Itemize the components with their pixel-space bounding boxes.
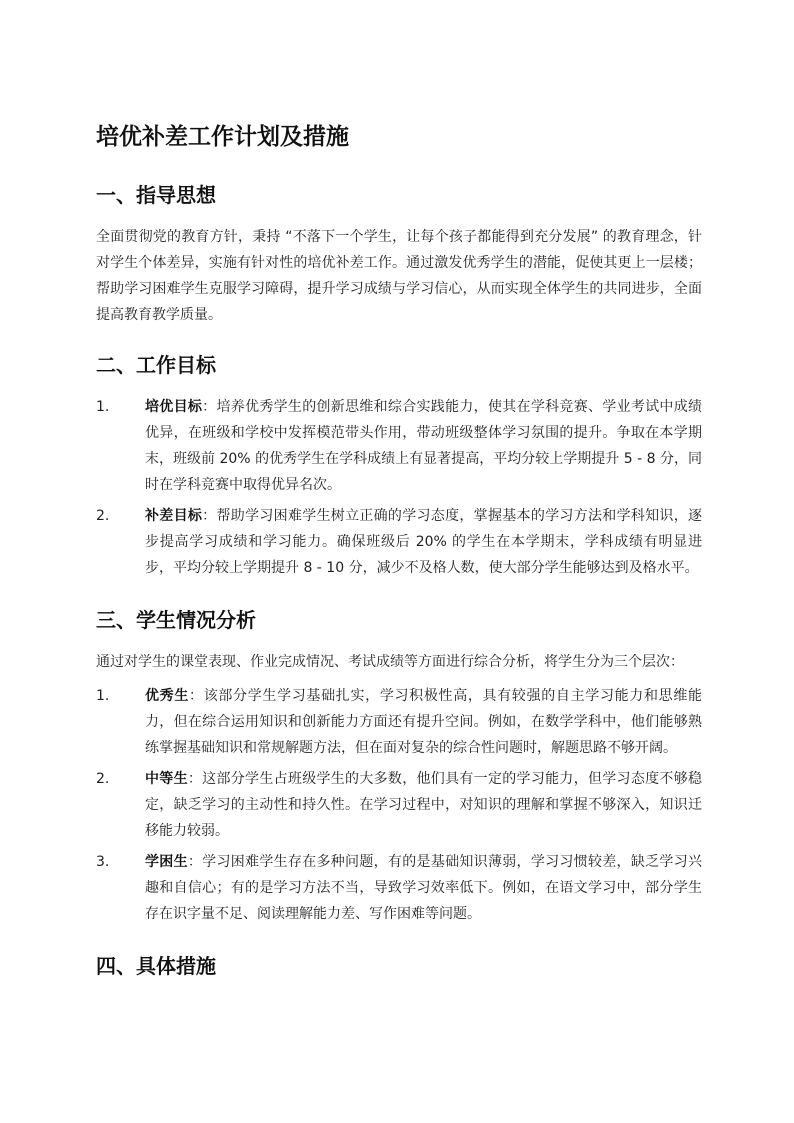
list-item (96, 394, 702, 498)
guiding-paragraph: 全面贯彻党的教育方针，秉持 “不落下一个学生，让每个孩子都能得到充分发展” 的教育理念，针对学生个体差异，实施有针对性的培优补差工作。通过激发优秀学生的潜能，促使其更上一层楼；帮助学习困难学生克服学习障碍，提升学习成绩与学习信心，从而实现全体学生的共同进步，全面提高教育教学质量。 (96, 229, 702, 323)
list-item-lead: 培优目标 (145, 399, 203, 415)
list-item-number: 1. (96, 688, 110, 704)
list-item-number: 2. (96, 771, 110, 787)
list-item (96, 503, 702, 581)
section-measures (96, 949, 702, 983)
list-item-number: 2. (96, 508, 110, 524)
list-item-text: ：帮助学习困难学生树立正确的学习态度，掌握基本的学习方法和学科知识，逐步提高学习成绩和学习能力。确保班级后 20% 的学生在本学期末，学科成绩有明显进步，平均分较上学期提升 8 - 10 分，减少不及格人数，使大部分学生能够达到及格水平。 (145, 508, 703, 576)
list-item (96, 683, 702, 761)
list-item-lead: 中等生 (145, 771, 188, 787)
document-page (96, 118, 702, 995)
section-heading-goals: 二、工作目标 (96, 353, 216, 377)
section-guiding (96, 178, 702, 328)
goals-list (96, 394, 702, 581)
list-item-text: ：该部分学生学习基础扎实，学习积极性高，具有较强的自主学习能力和思维能力，但在综合运用知识和创新能力方面还有提升空间。例如，在数学学科中，他们能够熟练掌握基础知识和常规解题方法，但在面对复杂的综合性问题时，解题思路不够开阔。 (145, 688, 703, 756)
list-item (96, 766, 702, 844)
section-analysis (96, 603, 702, 927)
list-item-number: 1. (96, 399, 110, 415)
analysis-list (96, 683, 702, 927)
section-heading-analysis: 三、学生情况分析 (96, 608, 256, 632)
section-goals (96, 348, 702, 581)
list-item-text: ：培养优秀学生的创新思维和综合实践能力，使其在学科竞赛、学业考试中成绩优异，在班级和学校中发挥模范带头作用，带动班级整体学习氛围的提升。争取在本学期末，班级前 20% 的优秀学生在学科成绩上有显著提高，平均分较上学期提升 5 - 8 分，同时在学科竞赛中取得优异名次。 (145, 399, 703, 493)
list-item-number: 3. (96, 854, 110, 870)
list-item-text: ：这部分学生占班级学生的大多数，他们具有一定的学习能力，但学习态度不够稳定，缺乏学习的主动性和持久性。在学习过程中，对知识的理解和掌握不够深入，知识迁移能力较弱。 (145, 771, 703, 839)
section-heading-measures: 四、具体措施 (96, 954, 216, 978)
document-title: 培优补差工作计划及措施 (96, 124, 349, 150)
analysis-intro: 通过对学生的课堂表现、作业完成情况、考试成绩等方面进行综合分析，将学生分为三个层次： (96, 654, 684, 670)
list-item-text: ：学习困难学生存在多种问题，有的是基础知识薄弱，学习习惯较差，缺乏学习兴趣和自信心；有的是学习方法不当，导致学习效率低下。例如，在语文学习中，部分学生存在识字量不足、阅读理解能力差、写作困难等问题。 (145, 854, 703, 922)
list-item-lead: 优秀生 (145, 688, 190, 704)
list-item (96, 849, 702, 927)
list-item-lead: 学困生 (145, 854, 188, 870)
section-heading-guiding: 一、指导思想 (96, 183, 216, 207)
list-item-lead: 补差目标 (145, 508, 203, 524)
